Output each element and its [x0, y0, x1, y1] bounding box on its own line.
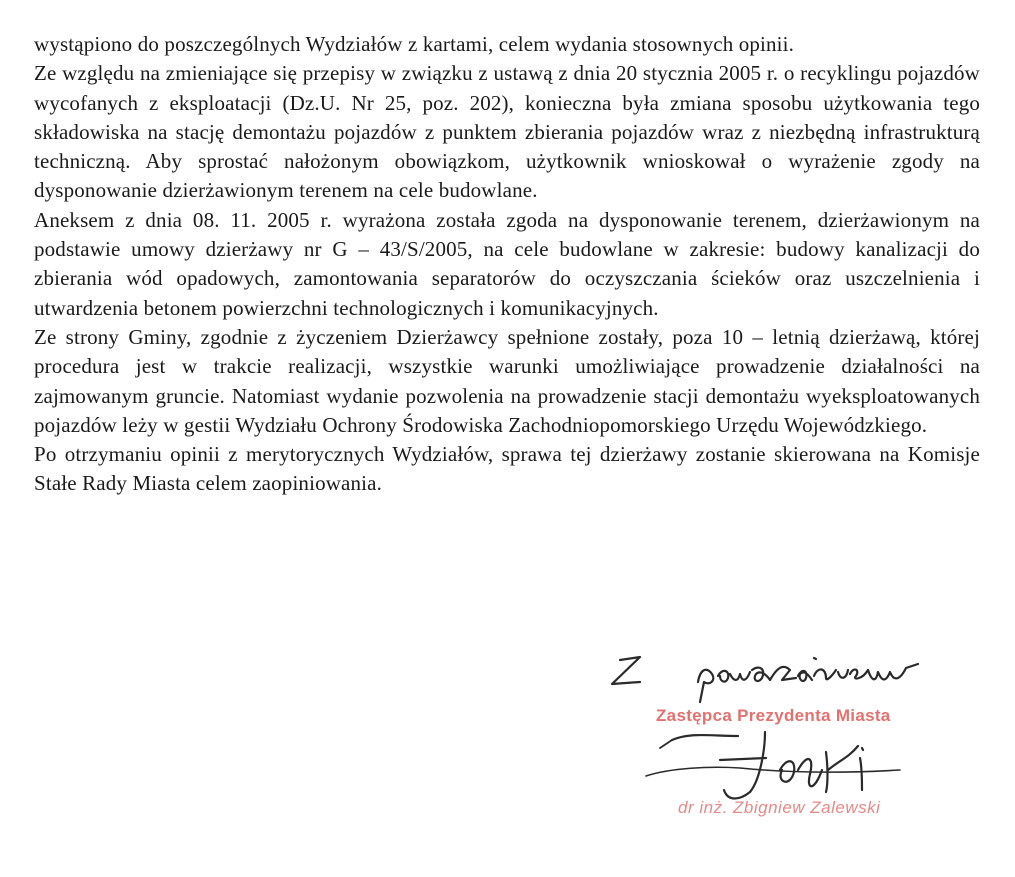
official-stamp-name: dr inż. Zbigniew Zalewski [678, 798, 881, 817]
paragraph-3: Aneksem z dnia 08. 11. 2005 r. wyrażona została zgoda na dysponowanie terenem, dzierżawionym na podstawie umowy dzierżawy nr G – 43/S/2005, na cele budowlane w zakresie: budowy kanalizacji do zbierania wód opadowych, zamontowania separatorów do oczyszczania ścieków oraz uszczelnienia i utwardzenia betonem powierzchni technologicznych i komunikacyjnych. [34, 207, 980, 320]
official-stamp-title: Zastępca Prezydenta Miasta [656, 706, 891, 725]
signature-block [600, 640, 1000, 870]
paragraph-5: Po otrzymaniu opinii z merytorycznych Wydziałów, sprawa tej dzierżawy zostanie skierowana na Komisje Stałe Rady Miasta celem zaopiniowania. [34, 442, 980, 496]
handwritten-greeting [600, 640, 1000, 870]
paragraph-2: Ze względu na zmieniające się przepisy w związku z ustawą z dnia 20 stycznia 2005 r. o recyklingu pojazdów wycofanych z eksploatacji (Dz.U. Nr 25, poz. 202), konieczna była zmiana sposobu użytkowania tego składowiska na stację demontażu pojazdów z punktem zbierania pojazdów wraz z niezbędną infrastrukturą techniczną. Aby sprostać nałożonym obowiązkom, użytkownik wnioskował o wyrażenie zgody na dysponowanie dzierżawionym terenem na cele budowlane. [34, 61, 980, 203]
paragraph-4: Ze strony Gminy, zgodnie z życzeniem Dzierżawcy spełnione zostały, poza 10 – letnią dzierżawą, której procedura jest w trakcie realizacji, wszystkie warunki umożliwiające prowadzenie działalności na zajmowanym gruncie. Natomiast wydanie pozwolenia na prowadzenie stacji demontażu wyeksploatowanych pojazdów leży w gestii Wydziału Ochrony Środowiska Zachodniopomorskiego Urzędu Wojewódzkiego. [34, 324, 980, 437]
paragraph-1: wystąpiono do poszczególnych Wydziałów z kartami, celem wydania stosownych opinii. [34, 32, 795, 56]
letter-body [34, 30, 980, 499]
